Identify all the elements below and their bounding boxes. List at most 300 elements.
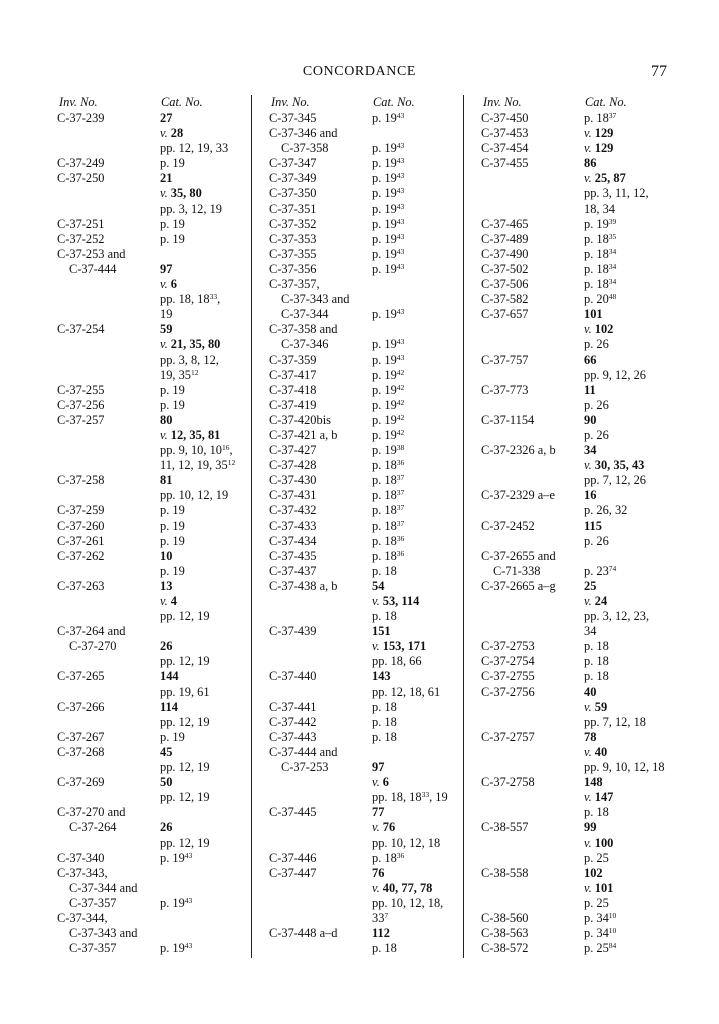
concordance-row [57, 730, 247, 745]
footnote-ref: 37 [396, 503, 405, 513]
inv-no-header: Inv. No. [271, 95, 310, 109]
cat-reference [372, 353, 404, 369]
footnote-ref: 42 [396, 412, 405, 422]
concordance-row [481, 413, 681, 428]
column-header [269, 95, 459, 111]
concordance-row [481, 805, 681, 820]
concordance-row [269, 564, 459, 579]
concordance-row [481, 141, 681, 156]
page-ref: pp. 12, 19 [160, 760, 210, 775]
cat-reference [584, 232, 616, 248]
cat-number: 16 [584, 488, 597, 503]
cat-reference [372, 881, 432, 896]
page-ref: p. 18 [584, 261, 609, 276]
inv-number: C-37-251 [57, 216, 105, 231]
cat-number: 6 [382, 775, 389, 790]
concordance-row [481, 941, 681, 956]
cat-number: 66 [584, 352, 597, 367]
page-ref: 19 [160, 307, 173, 322]
concordance-row [57, 941, 247, 956]
cat-reference [160, 549, 172, 564]
footnote-ref: 37 [396, 488, 405, 498]
concordance-row [481, 353, 681, 368]
cat-reference [372, 383, 404, 399]
inv-number: C-37-440 [269, 669, 317, 684]
page-ref: p. 25 [584, 895, 609, 910]
cat-reference [372, 549, 404, 565]
footnote-ref: 43 [396, 141, 405, 151]
inv-number: C-37-344 and [69, 880, 138, 895]
cat-reference [584, 669, 609, 684]
footnote-ref: 42 [396, 367, 405, 377]
concordance-row [57, 881, 247, 896]
concordance-row [269, 579, 459, 594]
concordance-row [269, 896, 459, 911]
concordance-row [269, 353, 459, 368]
inv-number: C-37-270 and [57, 805, 126, 820]
inv-number: C-37-258 [57, 473, 105, 488]
cat-reference [584, 292, 616, 308]
concordance-row [269, 398, 459, 413]
concordance-row [481, 594, 681, 609]
inv-number: C-37-249 [57, 156, 105, 171]
concordance-row [269, 700, 459, 715]
inv-number: C-37-357 [69, 895, 117, 910]
inv-number: C-37-450 [481, 111, 529, 125]
cat-reference [584, 639, 609, 654]
inv-number: C-37-435 [269, 548, 317, 563]
cat-reference [372, 669, 391, 684]
cat-number: 59 [160, 322, 173, 337]
page-ref: p. 19 [372, 337, 397, 352]
concordance-row [481, 292, 681, 307]
concordance-row [481, 232, 681, 247]
inv-number: C-37-582 [481, 292, 529, 307]
cat-reference [584, 322, 613, 337]
cat-reference [372, 186, 404, 202]
footnote-ref: 34 [608, 261, 617, 271]
cat-number: 40, 77, 78 [382, 880, 433, 895]
footnote-ref: 36 [396, 458, 405, 468]
cat-reference [372, 654, 422, 669]
inv-number: C-37-465 [481, 216, 529, 231]
page-ref: p. 19 [372, 156, 397, 171]
cat-reference [584, 700, 607, 715]
inv-number: C-37-358 [281, 141, 329, 156]
cat-reference [160, 141, 228, 156]
cat-reference [584, 277, 616, 293]
concordance-row [57, 202, 247, 217]
cat-reference [372, 247, 404, 263]
concordance-row [57, 413, 247, 428]
page-ref: 11, 12, 19, 35 [160, 458, 228, 473]
cat-no-header: Cat. No. [161, 95, 203, 109]
cat-reference [372, 368, 404, 384]
inv-number: C-37-346 [281, 337, 329, 352]
footnote-ref: 39 [608, 216, 617, 226]
concordance-row [481, 669, 681, 684]
page-ref: pp. 10, 12, 18 [372, 835, 441, 850]
page-ref: p. 18 [372, 488, 397, 503]
see-also-marker: v. [584, 835, 595, 850]
inv-number: C-37-454 [481, 141, 529, 156]
footnote-ref: 37 [608, 111, 617, 120]
cat-reference [160, 428, 220, 443]
concordance-row [269, 851, 459, 866]
page-ref: p. 18 [372, 548, 397, 563]
concordance-row [57, 594, 247, 609]
cat-number: 54 [372, 578, 385, 593]
cat-reference [372, 307, 404, 323]
cat-number: 101 [584, 307, 603, 322]
inv-number: C-37-259 [57, 503, 105, 518]
concordance-row [57, 685, 247, 700]
inv-number: C-37-419 [269, 397, 317, 412]
concordance-row [57, 307, 247, 322]
see-also-marker: v. [584, 744, 595, 759]
cat-reference [584, 851, 609, 866]
see-also-marker: v. [584, 322, 595, 337]
footnote-ref: 43 [396, 307, 405, 317]
inv-number: C-37-355 [269, 246, 317, 261]
inv-number: C-37-453 [481, 126, 529, 141]
footnote-ref: 43 [396, 337, 405, 347]
cat-number: 6 [170, 277, 177, 292]
concordance-row [269, 383, 459, 398]
page-ref: p. 19 [372, 443, 397, 458]
footnote-ref: 43 [396, 231, 405, 241]
concordance-row [57, 383, 247, 398]
inv-number: C-37-421 a, b [269, 427, 338, 442]
cat-reference [160, 594, 177, 609]
cat-reference [160, 443, 233, 459]
footnote-ref: 34 [608, 246, 617, 256]
inv-number: C-37-239 [57, 111, 105, 125]
page-ref: p. 19 [160, 518, 185, 533]
page-ref: pp. 12, 18, 61 [372, 684, 441, 699]
cat-number: 35, 80 [170, 186, 202, 201]
concordance-row [269, 217, 459, 232]
page-ref: pp. 7, 12, 26 [584, 473, 646, 488]
concordance-row [269, 941, 459, 956]
footnote-ref: 42 [396, 427, 405, 437]
cat-reference [372, 458, 404, 474]
inv-number: C-38-563 [481, 926, 529, 941]
column-header [481, 95, 681, 111]
cat-reference [372, 851, 404, 867]
inv-number: C-37-350 [269, 186, 317, 201]
page-ref: p. 19 [372, 171, 397, 186]
concordance-row [481, 730, 681, 745]
inv-number: C-37-430 [269, 473, 317, 488]
cat-reference [372, 519, 404, 535]
concordance-row [57, 820, 247, 835]
page-ref: p. 18 [584, 111, 609, 125]
cat-reference [160, 202, 222, 217]
inv-number: C-37-433 [269, 518, 317, 533]
concordance-row [269, 443, 459, 458]
cat-number: 26 [160, 639, 173, 654]
concordance-row [57, 564, 247, 579]
concordance-row [269, 624, 459, 639]
cat-reference [160, 609, 210, 624]
inv-number: C-37-266 [57, 699, 105, 714]
see-also-marker: v. [584, 790, 595, 805]
cat-number: 97 [372, 760, 385, 775]
inv-number: C-37-444 and [269, 744, 338, 759]
cat-reference [160, 292, 220, 308]
cat-reference [372, 639, 426, 654]
cat-reference [584, 171, 626, 186]
concordance-row [481, 881, 681, 896]
cat-reference [584, 534, 609, 549]
page-ref: p. 19 [372, 352, 397, 367]
inv-number: C-37-349 [269, 171, 317, 186]
inv-number: C-37-264 and [57, 624, 126, 639]
inv-number: C-37-340 [57, 850, 105, 865]
concordance-row [269, 262, 459, 277]
page-header [0, 64, 719, 84]
page-ref: p. 18 [372, 518, 397, 533]
inv-number: C-37-253 and [57, 246, 126, 261]
concordance-row [57, 156, 247, 171]
page-ref: p. 19 [372, 141, 397, 156]
cat-reference [160, 685, 210, 700]
cat-number: 13 [160, 578, 173, 593]
cat-reference [584, 564, 616, 580]
page-ref: pp. 9, 10, 10 [160, 443, 222, 458]
cat-number: 100 [594, 835, 614, 850]
footnote-ref: 43 [396, 201, 405, 211]
inv-number: C-37-345 [269, 111, 317, 125]
page-ref: pp. 18, 18 [372, 790, 422, 805]
see-also-marker: v. [160, 427, 171, 442]
cat-reference [160, 126, 183, 141]
concordance-row [481, 609, 681, 624]
cat-reference [160, 820, 172, 835]
page-number: 77 [651, 63, 667, 80]
cat-number: 97 [160, 261, 173, 276]
footnote-ref: 84 [608, 941, 617, 951]
cat-reference [372, 836, 440, 851]
cat-reference [584, 126, 613, 141]
page-ref: p. 26 [584, 337, 609, 352]
inv-number: C-37-270 [69, 639, 117, 654]
concordance-row [481, 685, 681, 700]
cat-reference [584, 443, 596, 458]
page-ref: p. 26 [584, 427, 609, 442]
cat-reference [160, 896, 192, 912]
page-ref: pp. 18, 66 [372, 654, 422, 669]
concordance-row [269, 247, 459, 262]
inv-number: C-37-262 [57, 548, 105, 563]
footnote-ref: 34 [608, 277, 617, 287]
page-ref: pp. 12, 19 [160, 609, 210, 624]
page-ref: p. 19 [160, 895, 185, 910]
cat-number: 114 [160, 699, 178, 714]
concordance-row [57, 186, 247, 201]
cat-reference [160, 171, 172, 186]
cat-reference [160, 775, 172, 790]
concordance-row [481, 337, 681, 352]
page-ref: , [229, 443, 233, 458]
cat-reference [584, 473, 646, 488]
footnote-ref: 10 [608, 926, 617, 936]
cat-reference [160, 639, 172, 654]
inv-number: C-37-490 [481, 246, 529, 261]
page-ref: pp. 12, 19 [160, 714, 210, 729]
concordance-row [481, 443, 681, 458]
concordance-row [57, 549, 247, 564]
footnote-ref: 33 [209, 292, 218, 302]
cat-number: 45 [160, 744, 173, 759]
cat-reference [372, 473, 404, 489]
see-also-marker: v. [372, 820, 383, 835]
page-ref: pp. 18, 18 [160, 292, 210, 307]
inv-number: C-37-437 [269, 563, 317, 578]
concordance-row [57, 488, 247, 503]
page-ref: p. 18 [372, 941, 397, 956]
concordance-row [269, 836, 459, 851]
concordance-row [481, 247, 681, 262]
cat-reference [584, 896, 609, 911]
inv-number: C-37-439 [269, 624, 317, 639]
concordance-row [481, 186, 681, 201]
concordance-row [269, 639, 459, 654]
concordance-row [57, 896, 247, 911]
inv-number: C-38-572 [481, 941, 529, 956]
concordance-row [57, 322, 247, 337]
concordance-row [269, 715, 459, 730]
concordance-row [57, 428, 247, 443]
inv-number: C-37-447 [269, 865, 317, 880]
concordance-row [57, 639, 247, 654]
cat-number: 102 [584, 865, 603, 880]
footnote-ref: 16 [221, 443, 230, 453]
cat-reference [372, 760, 384, 775]
footnote-ref: 37 [396, 518, 405, 528]
concordance-row [57, 836, 247, 851]
inv-number: C-37-455 [481, 156, 529, 171]
inv-number: C-37-254 [57, 322, 105, 337]
cat-reference [372, 820, 395, 835]
inv-number: C-37-489 [481, 231, 529, 246]
concordance-row [57, 715, 247, 730]
cat-reference [584, 941, 616, 957]
inv-number: C-37-445 [269, 805, 317, 820]
cat-reference [160, 669, 179, 684]
cat-reference [584, 836, 613, 851]
footnote-ref: 43 [396, 186, 405, 196]
inv-number: C-37-2757 [481, 729, 535, 744]
column-header [57, 95, 247, 111]
concordance-row [481, 262, 681, 277]
page-ref: p. 19 [372, 186, 397, 201]
page-ref: p. 18 [372, 458, 397, 473]
footnote-ref: 12 [227, 458, 236, 468]
concordance-row [269, 171, 459, 186]
cat-number: 153, 171 [382, 639, 427, 654]
footnote-ref: 42 [396, 382, 405, 392]
footnote-ref: 10 [608, 910, 617, 920]
concordance-row [481, 111, 681, 126]
cat-reference [584, 685, 596, 700]
concordance-row [481, 519, 681, 534]
see-also-marker: v. [160, 126, 171, 141]
concordance-row [481, 307, 681, 322]
concordance-row [481, 760, 681, 775]
cat-number: 129 [594, 141, 614, 156]
page-ref: p. 18 [372, 473, 397, 488]
concordance-row [481, 277, 681, 292]
concordance-row [481, 368, 681, 383]
inv-number: C-37-444 [69, 261, 117, 276]
inv-number: C-37-253 [281, 760, 329, 775]
inv-number: C-37-343 and [281, 292, 350, 307]
page-ref: p. 18 [372, 609, 397, 624]
concordance-row [57, 277, 247, 292]
cat-reference [372, 443, 404, 459]
inv-number: C-37-2329 a–e [481, 488, 555, 503]
page-ref: p. 19 [372, 246, 397, 261]
cat-number: 34 [584, 443, 597, 458]
page-ref: p. 18 [372, 503, 397, 518]
inv-number: C-37-757 [481, 352, 529, 367]
cat-reference [584, 111, 616, 127]
concordance-row [481, 156, 681, 171]
page-ref: p. 19 [160, 397, 185, 412]
inv-number: C-37-2756 [481, 684, 535, 699]
concordance-row [57, 292, 247, 307]
concordance-row [481, 851, 681, 866]
cat-reference [584, 458, 644, 473]
cat-reference [160, 383, 185, 398]
page-ref: p. 19 [372, 201, 397, 216]
see-also-marker: v. [584, 880, 595, 895]
concordance-row [481, 473, 681, 488]
concordance-row [269, 473, 459, 488]
cat-reference [584, 353, 596, 368]
page-ref: p. 18 [584, 231, 609, 246]
inv-number: C-37-2753 [481, 639, 535, 654]
concordance-row [57, 624, 247, 639]
cat-reference [584, 141, 613, 156]
cat-reference [372, 202, 404, 218]
cat-number: 115 [584, 518, 602, 533]
inv-number: C-37-418 [269, 382, 317, 397]
inv-number: C-37-353 [269, 231, 317, 246]
page-ref: , 19 [429, 790, 448, 805]
inv-number: C-37-446 [269, 850, 317, 865]
concordance-row [57, 337, 247, 352]
cat-reference [160, 730, 185, 745]
page-ref: p. 20 [584, 292, 609, 307]
concordance-row [57, 519, 247, 534]
concordance-row [57, 669, 247, 684]
page-ref: p. 19 [372, 397, 397, 412]
concordance-row [269, 760, 459, 775]
cat-reference [160, 503, 185, 518]
cat-number: 76 [382, 820, 396, 835]
cat-reference [372, 911, 388, 927]
footnote-ref: 36 [396, 850, 405, 860]
page-ref: p. 19 [160, 156, 185, 171]
page-ref: p. 19 [372, 382, 397, 397]
cat-reference [160, 715, 210, 730]
page-ref: p. 19 [372, 216, 397, 231]
cat-reference [372, 926, 390, 941]
page-ref: p. 18 [372, 729, 397, 744]
